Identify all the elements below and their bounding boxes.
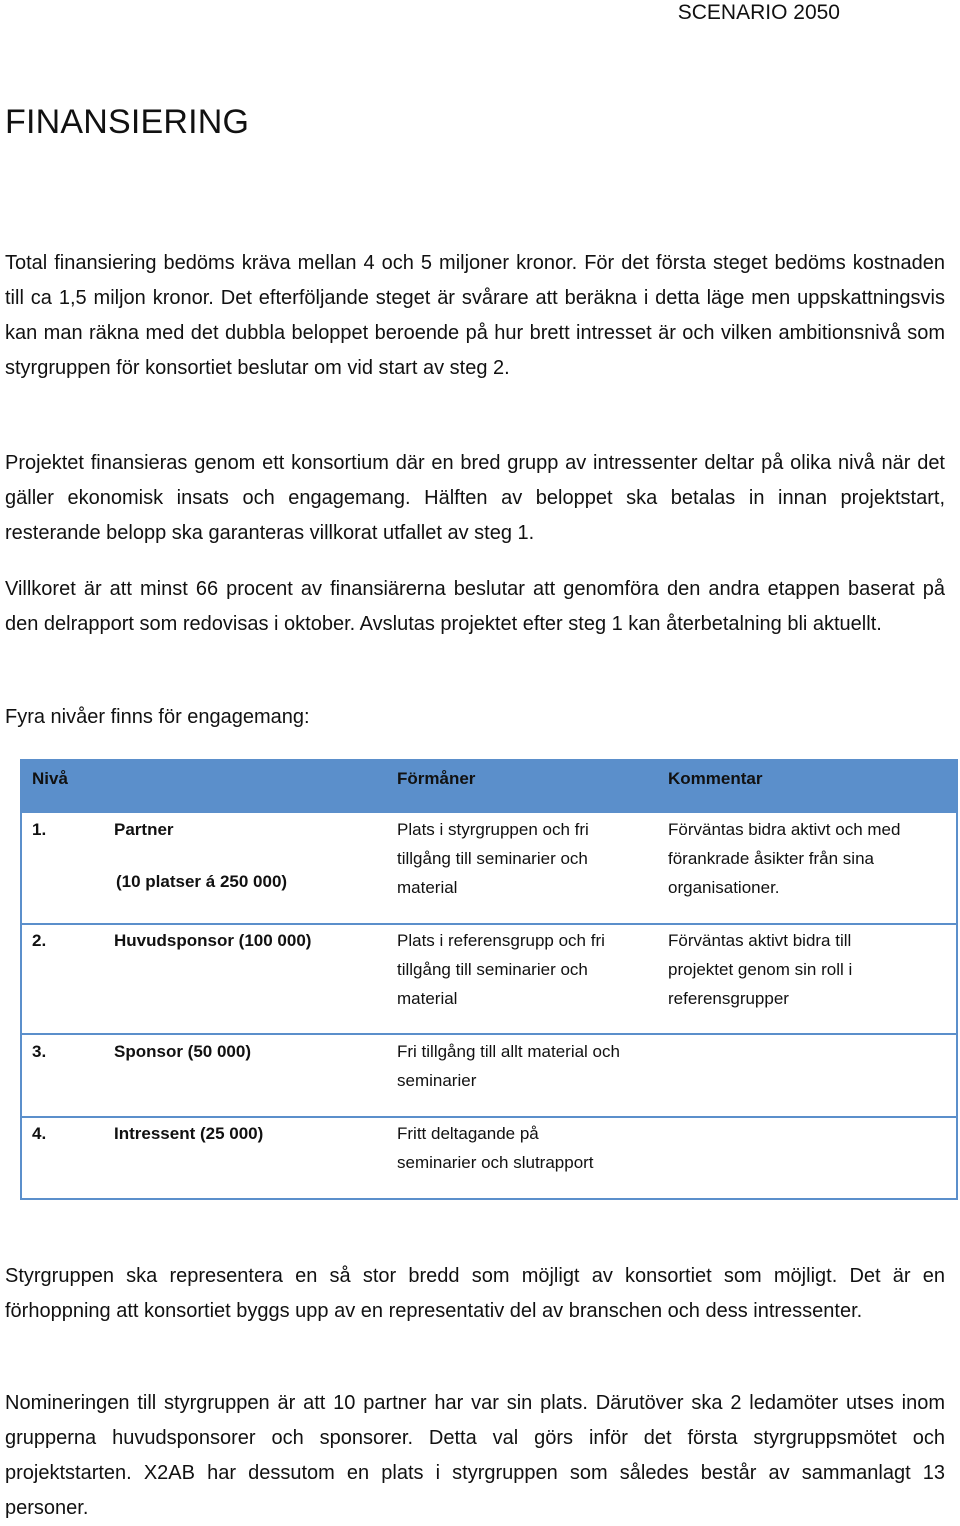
table-row-divider xyxy=(22,1033,956,1035)
table-row-4-benefits: Fritt deltagande på seminarier och slutrapport xyxy=(397,1124,594,1172)
paragraph-levels-intro: Fyra nivåer finns för engagemang: xyxy=(5,706,310,728)
paragraph-nomination: Nomineringen till styrgruppen är att 10 partner har var sin plats. Därutöver ska 2 ledamöter utses inom grupperna huvudsponsorer och sponsorer. Detta val görs inför det första styrgruppsmötet och projektstarten. X2AB har dessutom en plats i styrgruppen som således består av sammanlagt 13 personer. xyxy=(5,1392,945,1519)
paragraph-steering-group: Styrgruppen ska representera en så stor bredd som möjligt av konsortiet som möjligt. Det är en förhoppning att konsortiet byggs upp av en representativ del av branschen och dess intressenter. xyxy=(5,1265,945,1322)
table-row-4-level: Intressent (25 000) xyxy=(114,1124,264,1143)
paragraph-condition: Villkoret är att minst 66 procent av finansiärerna beslutar att genomföra den andra etappen baserat på den delrapport som redovisas i oktober. Avslutas projektet efter steg 1 kan återbetalning bli aktuellt. xyxy=(5,578,945,635)
table-header-row xyxy=(22,761,956,813)
table-row-2-benefits: Plats i referensgrupp och fri tillgång till seminarier och material xyxy=(397,931,605,1008)
table-row-4-number: 4. xyxy=(32,1124,47,1143)
table-row-2-number: 2. xyxy=(32,931,47,950)
table-row-1-level: Partner xyxy=(114,820,174,839)
table-row-2-level: Huvudsponsor (100 000) xyxy=(114,931,312,950)
table-row-1-benefits: Plats i styrgruppen och fri tillgång till seminarier och material xyxy=(397,820,589,897)
table-row-3-benefits: Fri tillgång till allt material och seminarier xyxy=(397,1042,620,1090)
table-row-3-number: 3. xyxy=(32,1042,47,1061)
paragraph-consortium: Projektet finansieras genom ett konsortium där en bred grupp av intressenter deltar på olika nivå när det gäller ekonomisk insats och engagemang. Hälften av beloppet ska betalas in innan projektstart, resterande belopp ska garanteras villkorat utfallet av steg 1. xyxy=(5,452,945,544)
table-row-1-comment: Förväntas bidra aktivt och med förankrade åsikter från sina organisationer. xyxy=(668,820,901,897)
paragraph-total-financing: Total finansiering bedöms kräva mellan 4 och 5 miljoner kronor. För det första steget bedöms kostnaden till ca 1,5 miljon kronor. Det efterföljande steget är svårare att beräkna i detta läge men uppskattningsvis kan man räkna med det dubbla beloppet beroende på hur brett intresset är och vilken ambitionsnivå som styrgruppen för konsortiet beslutar om vid start av steg 2. xyxy=(5,252,945,379)
table-row-1-level-sub: (10 platser á 250 000) xyxy=(116,872,288,891)
engagement-levels-table xyxy=(20,759,958,1200)
table-row-2-comment: Förväntas aktivt bidra till projektet genom sin roll i referensgrupper xyxy=(668,931,853,1008)
table-row-divider xyxy=(22,1116,956,1118)
document-header-scenario: SCENARIO 2050 xyxy=(677,1,840,24)
table-header-comment: Kommentar xyxy=(668,769,763,788)
table-row-3-level: Sponsor (50 000) xyxy=(114,1042,251,1061)
table-header-benefits: Förmåner xyxy=(397,769,476,788)
table-header-level: Nivå xyxy=(32,769,68,788)
table-row-divider xyxy=(22,923,956,925)
page-title: FINANSIERING xyxy=(5,103,250,141)
table-row-1-number: 1. xyxy=(32,820,47,839)
